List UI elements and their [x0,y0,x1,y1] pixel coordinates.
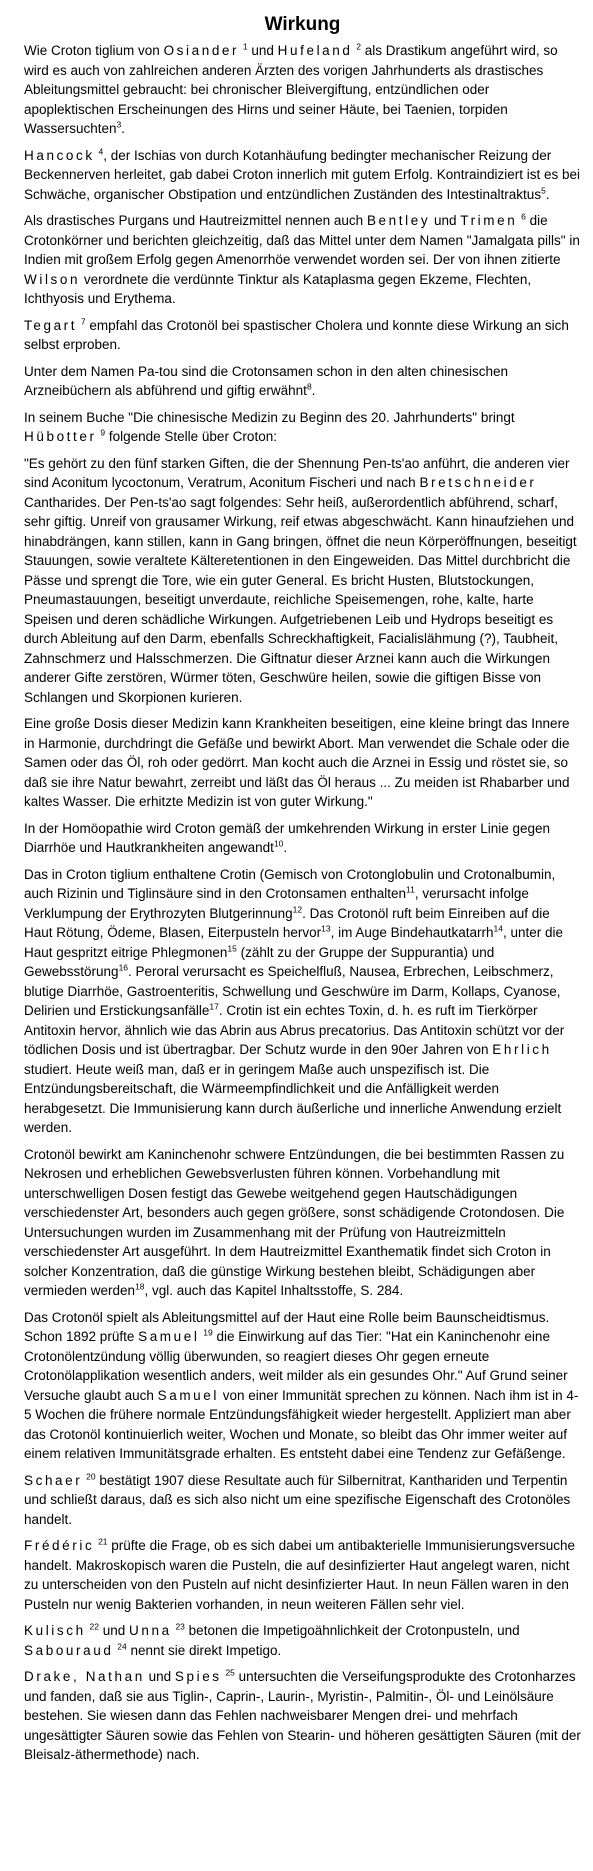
author-name: Drake, Nathan [24,1669,145,1684]
author-name: Samuel [157,1387,219,1403]
footnote-ref: 24 [117,1641,127,1651]
author-name: Osiander [163,43,240,58]
text-run: Das in Croton tiglium enthaltene Crotin (Gemisch von Crotonglobulin und Crotonalbumin, auch Rizinin und Tiglinsäure sind in den Crotonsamen enthalten [24,866,556,901]
paragraph [24,865,581,1138]
text-run: und [98,1623,129,1638]
footnote-ref: 23 [175,1621,185,1632]
author-name: Hufeland [277,43,353,58]
author-name: Hancock [24,147,95,163]
text-run: prüfte die Frage, ob es sich dabei um antibakterielle Immunisierungsversuche handelt. Makroskopisch waren die Pusteln, die auf desinfizierter Haut angelegt waren, nicht zu unterscheiden von den Pusteln auf nicht desinfizierter Haut. In neun Fällen waren in den Pusteln nur wenig Bakterien vorhanden, in neun weiteren Fällen sehr viel. [24,1538,576,1612]
text-run: die Crotonkörner und berichten gleichzeitig, daß das Mittel unter dem Namen "Jamalgata pills" in Indien mit großem Erfolg gegen Amenorrhöe verwendet worden sei. Der von ihnen zitierte [24,213,580,267]
text-run: . [121,121,126,136]
author-name: Kulisch [24,1623,86,1638]
footnote-ref: 4 [98,146,104,156]
author-name: Hübotter [24,429,97,444]
author-name: Trimen [460,213,518,228]
text-run: Crotonöl bewirkt am Kaninchenohr schwere Entzündungen, die bei bestimmten Rassen zu Nekrosen und erheblichen Gewebsverlusten führen können. Vorbehandlung mit unterschwelligen Dosen festigt das Gewebe weitgehend gegen Hautschädigungen verschiedenster Art, besonders auch gegen größere, sonst schädigende Crotondosen. Die Untersuchungen wurden im Zusammenhang mit der Prüfung von Hautreizmitteln verschiedenster Art ausgeführt. In dem Hautreizmittel Exanthematik findet sich Croton in solcher Konzentration, daß die günstige Wirkung bestehen bleibt, Schädigungen aber vermieden werden [24,1146,565,1298]
text-run: studiert. Heute weiß man, daß er in geringem Maße auch unspezifisch ist. Die Entzündungsbereitschaft, die Wärmeempfindlichkeit und die Anfälligkeit werden herabgesetzt. Die Immunisierung kann durch äußerliche und innerliche Anwendung erzielt werden. [24,1061,562,1135]
text-run: In der Homöopathie wird Croton gemäß der umkehrenden Wirkung in erster Linie gegen Diarrhöe und Hautkrankheiten angewandt [24,820,551,855]
footnote-ref: 11 [406,884,415,895]
paragraph [24,1536,581,1614]
paragraph [24,454,581,708]
text-run: Wie Croton tiglium von [24,43,164,58]
footnote-ref: 13 [321,923,331,934]
paragraph [24,41,581,139]
author-name: Bentley [366,213,431,228]
footnote-ref: 1 [242,41,248,52]
text-run: und [144,1669,175,1684]
footnote-ref: 6 [521,211,526,222]
text-run: betonen die Impetigoähnlichkeit der Crotonpusteln, und [184,1623,520,1638]
text-run: , im Auge Bindehautkatarrh [330,925,494,940]
text-run: . Peroral verursacht es Speichelfluß, Nausea, Erbrechen, Leibschmerz, blutige Diarrhöe, Gastroenteritis, Schwellung und Geschwüre im Darm, Kollaps, Cyanose, Delirien und Erstickungsanfälle [24,964,561,1018]
text-run: Cantharides. Der Pen-ts'ao sagt folgendes: Sehr heiß, außerordentlich abführend, scharf, sehr giftig. Unreif von grausamer Wirkung, reif etwas abgeschwächt. Kann hinaufziehen und hinabdrängen, kann stillen, kann in Gang bringen, öffnet die neun Körperöffnungen, beseitigt Stauungen, sowie veraltete Kälteretentionen in den Eingeweiden. Das Mittel durchbricht die Pässe und sprengt die Tore, wie ein guter General. Es bricht Husten, Blutstockungen, Pneumastauungen, beseitigt unverdaute, reichliche Speisemengen, rohe, kalte, harte Speisen und deren schädliche Wirkungen. Aufgetriebenen Leib und Hydrops beseitigt es durch Ableitung auf den Darm, ebenfalls Schreckhaftigkeit, Facialislähmung (?), Taubheit, Zahnschmerz und Halsschmerzen. Die Giftnatur dieser Arznei kann auch die Wirkungen anderer Gifte zerstören, Würmer töten, Geschwüre heilen, sowie die giftigen Bisse von Schlangen und Skorpionen kurieren. [24,494,577,705]
text-run: "Es gehört zu den fünf starken Giften, die der Shennung Pen-ts'ao anführt, die anderen vier sind Aconitum lycoctonum, Veratrum, Aconitum Fischeri und nach [24,455,570,490]
text-run: Eine große Dosis dieser Medizin kann Krankheiten beseitigen, eine kleine bringt das Innere in Harmonie, durchdringt die Gefäße und bewirkt Abort. Man verwendet die Schale oder die Samen oder das Öl, roh oder gedörrt. Man kocht auch die Arznei in Essig und röstet sie, so daß sie ihre Natur bewahrt, zerreibt und läßt das Öl heraus ... Zu meiden ist Rhabarber und kaltes Wasser. Die erhitzte Medizin ist von guter Wirkung." [24,716,570,809]
author-name: Frédéric [24,1538,95,1553]
text-run: . [283,840,288,855]
paragraph [24,819,581,858]
text-run: die Einwirkung auf das Tier: "Hat ein Kaninchenohr eine Crotonölentzündung völlig überwunden, so reagiert dieses Ohr gegen erneute Crotonölapplikation wesentlich anders, weit milder als ein gesundes Ohr." Auf Grund seiner Versuche glaubt auch [24,1329,568,1403]
text-run: bestätigt 1907 diese Resultate auch für Silbernitrat, Kanthariden und Terpentin und schließt daraus, daß es sich also nicht um eine spezifische Eigenschaft des Crotonöles handelt. [24,1472,571,1527]
text-run: , vgl. auch das Kapitel Inhaltsstoffe, S. 284. [144,1283,404,1298]
author-name: Unna [129,1623,172,1638]
section-title: Wirkung [264,14,341,35]
paragraph [24,146,581,205]
footnote-ref: 3 [116,119,122,130]
footnote-ref: 8 [306,381,312,392]
footnote-ref: 19 [203,1327,213,1338]
text-run: nennt sie direkt Impetigo. [126,1642,282,1658]
text-run: Als drastisches Purgans und Hautreizmittel nennen auch [24,213,367,228]
text-run: In seinem Buche "Die chinesische Medizin zu Beginn des 20. Jahrhunderts" bringt [24,409,515,425]
body-text [24,41,581,1765]
footnote-ref: 18 [135,1281,145,1292]
text-run: . [545,186,550,202]
text-run: als Drastikum angeführt wird, so wird es auch von zahlreichen anderen Ärzten des vorigen Jahrhunderts als drastisches Ableitungsmittel gebraucht: bei chronischer Bleivergiftung, entzündlichen oder apoplektischen Erscheinungen des Hirns und seiner Häute, bei Taenien, torpiden Wassersuchten [24,43,558,136]
text-run: . [311,383,316,398]
text-run: empfahl das Crotonöl bei spastischer Cholera und konnte diese Wirkung an sich selbst erproben. [24,317,569,352]
footnote-ref: 5 [541,185,546,195]
author-name: Sabouraud [24,1642,114,1658]
footnote-ref: 15 [227,943,237,953]
footnote-ref: 20 [86,1471,96,1481]
text-run: und [430,213,461,228]
footnote-ref: 12 [292,904,303,914]
author-name: Bretschneider [419,475,537,490]
author-name: Ehrlich [492,1042,552,1057]
text-run: , verursacht infolge Verklumpung der Erythrozyten Blutgerinnung [24,886,529,921]
text-run: . Das Crotonöl ruft beim Einreiben auf die Haut Rötung, Ödeme, Blasen, Eiterpusteln hervor [24,905,550,940]
text-run: Das Crotonöl spielt als Ableitungsmittel auf der Haut eine Rolle beim Baunscheidtismus. Schon 1892 prüfte [24,1309,550,1344]
author-name: Spies [174,1669,222,1684]
paragraph [24,1621,581,1660]
text-run: von einer Immunität sprechen zu können. Nach ihm ist in 4-5 Wochen die frühere normale Entzündungsfähigkeit wieder hergestellt. Appliziert man aber das Crotonöl kontinuierlich weiter, Wochen und Monate, so bleibt das Ohr immer weiter auf einem relativen Immunitätsgrade erhalten. Es entsteht dabei eine Tendenz zur Gefäßenge. [24,1387,579,1461]
paragraph [24,1308,581,1464]
footnote-ref: 21 [98,1536,108,1547]
footnote-ref: 9 [100,427,106,438]
text-run: untersuchten die Verseifungsprodukte des Crotonharzes und fanden, daß sie aus Tiglin-, Caprin-, Laurin-, Myristin-, Palmitin-, Öl- und Leinölsäure bestehen. Sie wiesen dann das Fehlen nachweisbarer Mengen drei- und mehrfach ungesättigter Säuren sowie das Fehlen von Stearin- und höheren gesättigten Säuren (mit der Bleisalz-äthermethode) nach. [24,1669,581,1762]
paragraph [24,211,581,309]
footnote-ref: 22 [89,1621,99,1632]
author-name: Schaer [24,1472,83,1488]
footnote-ref: 17 [209,1001,219,1012]
author-name: Samuel [138,1329,200,1344]
footnote-ref: 2 [356,41,362,52]
text-run: , der Ischias von durch Kotanhäufung bedingter mechanischer Reizung der Beckennerven herleitet, gab dabei Croton innerlich mit gutem Erfolg. Kontraindiziert ist es bei Schwäche, organischer Obstipation und entzündlichen Zuständen des Intestinaltraktus [24,147,581,202]
text-run: . Crotin ist ein echtes Toxin, d. h. es ruft im Tierkörper Antitoxin hervor, ähnlich wie das Abrin aus Abrus precatorius. Das Antitoxin schützt vor der tödlichen Dosis und ist übertragbar. Der Schutz wurde in den 90er Jahren von [24,1003,565,1057]
text-run: Unter dem Namen Pa-tou sind die Crotonsamen schon in den alten chinesischen Arzneibüchern als abführend und giftig erwähnt [24,363,509,398]
text-run: folgende Stelle über Croton: [105,429,277,444]
text-run: (zählt zu der Gruppe der Suppurantia) und Gewebsstörung [24,944,495,979]
paragraph [24,362,581,401]
text-run: und [247,43,278,58]
paragraph [24,408,581,447]
footnote-ref: 14 [493,923,503,934]
footnote-ref: 25 [225,1667,235,1678]
paragraph [24,1145,581,1301]
text-run: , unter die Haut gespritzt eitrige Phlegmonen [24,925,564,960]
paragraph [24,316,581,355]
paragraph [24,1471,581,1530]
text-run: verordnete die verdünnte Tinktur als Kataplasma gegen Ekzeme, Flechten, Ichthyosis und Erythema. [24,271,532,306]
footnote-ref: 10 [273,838,284,849]
author-name: Tegart [24,317,78,333]
footnote-ref: 16 [118,962,129,973]
paragraph [24,1667,581,1765]
paragraph [24,714,581,812]
footnote-ref: 7 [80,316,86,326]
author-name: Wilson [24,271,81,287]
